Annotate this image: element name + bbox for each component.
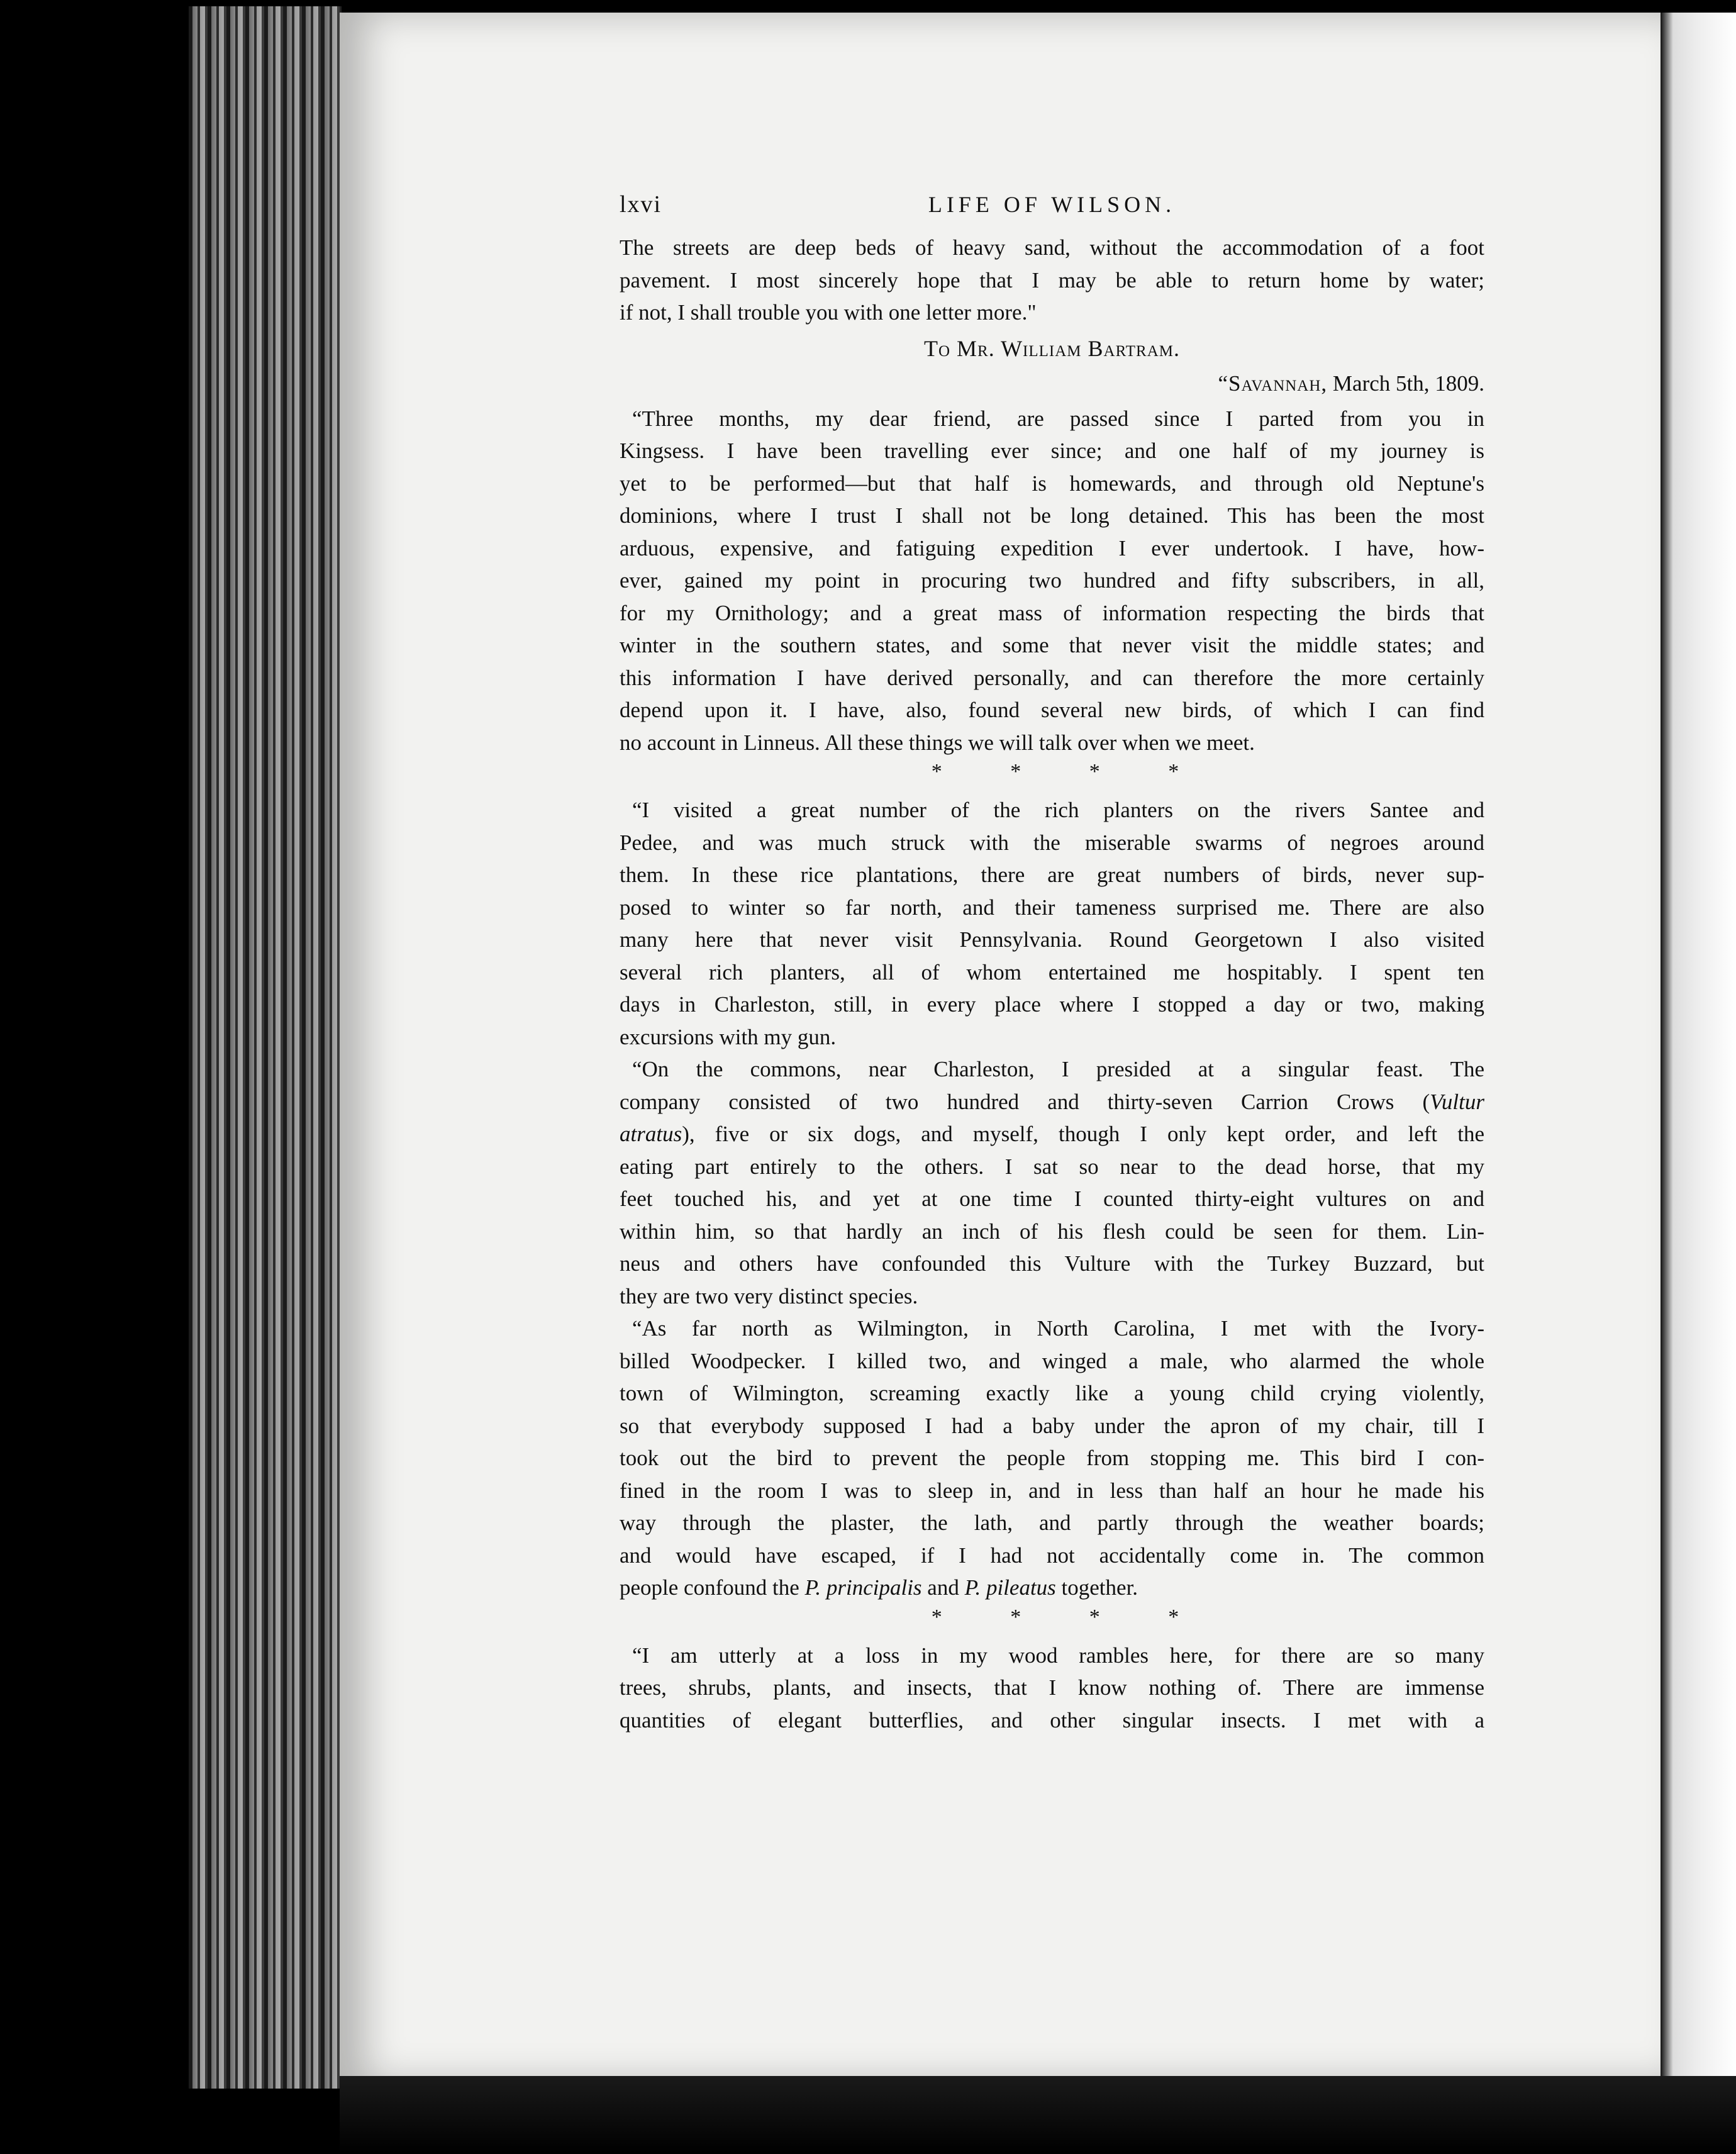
text-line: fined in the room I was to sleep in, and in less than half an hour he made his [620, 1478, 1484, 1503]
text-line: posed to winter so far north, and their tameness surprised me. There are also [620, 895, 1484, 920]
paragraph-4 [620, 1312, 1484, 1604]
text-line: if not, I shall trouble you with one letter more." [620, 300, 1037, 325]
italic-run: P. principalis [804, 1575, 922, 1600]
text-line: town of Wilmington, screaming exactly like a young child crying violently, [620, 1381, 1484, 1405]
dateline-date: March 5th, 1809. [1332, 371, 1484, 396]
text-run: together. [1055, 1575, 1138, 1600]
text-line: neus and others have confounded this Vulture with the Turkey Buzzard, but [620, 1251, 1484, 1276]
text-line: days in Charleston, still, in every place where I stopped a day or two, making [620, 992, 1484, 1017]
text-line: Kingsess. I have been travelling ever since; and one half of my journey is [620, 438, 1484, 463]
italic-run: P. pileatus [964, 1575, 1056, 1600]
text-line: arduous, expensive, and fatiguing expedition I ever undertook. I have, how- [620, 535, 1484, 561]
page-number: lxvi [620, 191, 662, 218]
text-line: so that everybody supposed I had a baby under the apron of my chair, till I [620, 1413, 1484, 1438]
opening-paragraph [620, 232, 1484, 329]
section-break-stars: * * * * [931, 1605, 1211, 1629]
text-line: pavement. I most sincerely hope that I may be able to return home by water; [620, 267, 1484, 293]
text-line: them. In these rice plantations, there are great numbers of birds, never sup- [620, 862, 1484, 887]
text-line: “I visited a great number of the rich planters on the rivers Santee and [632, 798, 1484, 822]
text-line [620, 1118, 1484, 1151]
book-page-edges [189, 6, 342, 2089]
page-text [620, 189, 1484, 1736]
text-line: “As far north as Wilmington, in North Carolina, I met with the Ivory- [632, 1316, 1484, 1341]
text-line: yet to be performed—but that half is homewards, and through old Neptune's [620, 471, 1484, 496]
text-line [620, 1571, 1484, 1604]
paragraph-1 [620, 403, 1484, 759]
text-line: ever, gained my point in procuring two hundred and fifty subscribers, in all, [620, 568, 1484, 593]
gutter-shadow [1661, 13, 1736, 2082]
text-line: took out the bird to prevent the people from stopping me. This bird I con- [620, 1446, 1484, 1470]
text-line: billed Woodpecker. I killed two, and winged a male, who alarmed the whole [620, 1348, 1484, 1373]
letter-salutation: To Mr. William Bartram. [923, 335, 1180, 361]
text-line: many here that never visit Pennsylvania. Round Georgetown I also visited [620, 927, 1484, 952]
text-line: The streets are deep beds of heavy sand, without the accommodation of a foot [620, 235, 1484, 260]
text-line: dominions, where I trust I shall not be long detained. This has been the most [620, 503, 1484, 528]
text-line: quantities of elegant butterflies, and other singular insects. I met with a [620, 1707, 1484, 1733]
text-line: depend upon it. I have, also, found several new birds, of which I can find [620, 698, 1484, 722]
text-line: winter in the southern states, and some that never visit the middle states; and [620, 633, 1484, 657]
text-line: “Three months, my dear friend, are passed since I parted from you in [632, 406, 1484, 431]
italic-run: atratus [620, 1122, 682, 1146]
paragraph-5 [620, 1639, 1484, 1737]
text-run: people confound the [620, 1575, 805, 1600]
letter-dateline [620, 367, 1484, 400]
text-run: company consisted of two hundred and thirty-seven Carrion Crows ( [620, 1089, 1430, 1114]
text-line: this information I have derived personally, and can therefore the more certainly [620, 665, 1484, 690]
text-line: and would have escaped, if I had not accidentally come in. The common [620, 1543, 1484, 1568]
text-line: several rich planters, all of whom entertained me hospitably. I spent ten [620, 959, 1484, 985]
text-run: and [921, 1575, 965, 1600]
running-title: LIFE OF WILSON. [928, 192, 1176, 217]
paragraph-3 [620, 1053, 1484, 1312]
text-line: “I am utterly at a loss in my wood rambles here, for there are so many [632, 1643, 1484, 1668]
text-line: no account in Linneus. All these things we will talk over when we meet. [620, 730, 1255, 755]
text-line: they are two very distinct species. [620, 1283, 918, 1309]
text-line: excursions with my gun. [620, 1024, 837, 1049]
text-line: for my Ornithology; and a great mass of information respecting the birds that [620, 600, 1484, 625]
text-line: way through the plaster, the lath, and partly through the weather boards; [620, 1510, 1484, 1535]
dateline-place: “Savannah, [1218, 371, 1328, 396]
text-line: eating part entirely to the others. I sat so near to the dead horse, that my [620, 1154, 1484, 1179]
text-line [620, 1086, 1484, 1119]
text-line: feet touched his, and yet at one time I counted thirty-eight vultures on and [620, 1186, 1484, 1211]
text-line: Pedee, and was much struck with the miserable swarms of negroes around [620, 830, 1484, 855]
bottom-shadow [340, 2076, 1736, 2154]
text-line: “On the commons, near Charleston, I presided at a singular feast. The [632, 1057, 1484, 1081]
text-line: within him, so that hardly an inch of his flesh could be seen for them. Lin- [620, 1219, 1484, 1244]
text-run: ), five or six dogs, and myself, though I only kept order, and left the [682, 1122, 1484, 1146]
section-break-stars: * * * * [931, 760, 1211, 783]
running-head [620, 189, 1484, 226]
italic-run: Vultur [1430, 1089, 1484, 1114]
text-line: trees, shrubs, plants, and insects, that I know nothing of. There are immense [620, 1675, 1484, 1700]
paragraph-2 [620, 794, 1484, 1053]
